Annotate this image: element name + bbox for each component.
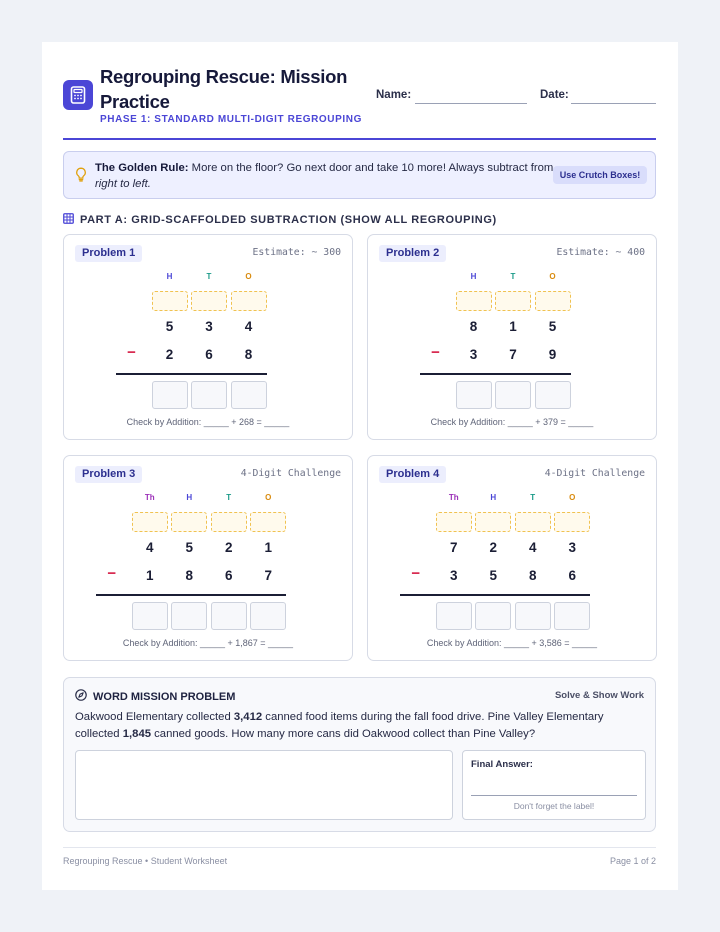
minus-sign: − (411, 565, 421, 582)
top-digit: 1 (264, 540, 272, 555)
subtraction-bar (116, 373, 267, 375)
use-crutch-boxes-button[interactable]: Use Crutch Boxes! (553, 166, 647, 184)
problem-card (63, 455, 353, 661)
top-digit: 4 (528, 540, 537, 555)
check-by-addition: Check by Addition: _____ + 1,867 = _____ (122, 638, 294, 648)
answer-box[interactable] (436, 602, 472, 630)
part-a-title: PART A: GRID-SCAFFOLDED SUBTRACTION (SHOW ALL REGROUPING) (80, 214, 497, 226)
page-title: Regrouping Rescue: Mission Practice (100, 66, 348, 112)
final-answer-box (462, 750, 646, 820)
problem-label: Problem 1 (75, 245, 142, 262)
final-answer-hint: Don't forget the label! (513, 801, 595, 811)
word-number-oakwood: 3,412 (233, 711, 263, 723)
crutch-box[interactable] (535, 291, 571, 311)
golden-rule-callout (63, 151, 656, 199)
date-field[interactable] (571, 103, 656, 104)
problem-note: 4-Digit Challenge (240, 468, 341, 479)
problem-label: Problem 3 (75, 466, 142, 483)
bottom-digit: 7 (509, 347, 517, 362)
lightbulb-icon (75, 167, 87, 187)
answer-box[interactable] (475, 602, 511, 630)
place-header: Th (144, 493, 155, 502)
answer-box[interactable] (132, 602, 168, 630)
word-problem-text (75, 709, 645, 743)
bottom-digit: 6 (224, 568, 233, 583)
problem-label: Problem 4 (379, 466, 446, 483)
word-problem-title: WORD MISSION PROBLEM (93, 690, 236, 703)
crutch-box[interactable] (191, 291, 227, 311)
word-text-part: canned goods. How many more cans did Oakwood collect than Pine Valley? (151, 728, 536, 740)
answer-box[interactable] (211, 602, 247, 630)
answer-box[interactable] (191, 381, 227, 409)
bottom-digit: 8 (528, 568, 537, 583)
footer-divider (63, 847, 656, 848)
bottom-digit: 2 (165, 347, 174, 362)
bottom-digit: 7 (264, 568, 272, 583)
top-digit: 7 (449, 540, 458, 555)
subtraction-bar (420, 373, 571, 375)
word-number-pine-valley: 1,845 (122, 728, 152, 740)
golden-rule-text (95, 160, 555, 192)
date-label: Date: (540, 89, 569, 101)
final-answer-label: Final Answer: (471, 759, 533, 770)
top-digit: 3 (568, 540, 576, 555)
place-header: Th (448, 493, 459, 502)
place-header: O (549, 272, 556, 281)
place-header: H (186, 493, 193, 502)
subtraction-bar (96, 594, 287, 596)
bottom-digit: 6 (568, 568, 576, 583)
bottom-digit: 5 (489, 568, 497, 583)
subtraction-bar (400, 594, 591, 596)
top-digit: 3 (205, 319, 213, 334)
place-header: O (245, 272, 252, 281)
minus-sign: − (127, 344, 136, 361)
page-subtitle: PHASE 1: STANDARD MULTI-DIGIT REGROUPING (100, 114, 362, 125)
problem-note: 4-Digit Challenge (544, 468, 645, 479)
bottom-digit: 9 (548, 347, 557, 362)
answer-box[interactable] (171, 602, 207, 630)
problem-label: Problem 2 (379, 245, 446, 262)
minus-sign: − (107, 565, 117, 582)
bottom-digit: 3 (449, 568, 458, 583)
grid-icon (63, 213, 80, 227)
crutch-box[interactable] (475, 512, 511, 532)
bottom-digit: 1 (145, 568, 154, 583)
top-digit: 1 (509, 319, 517, 334)
top-digit: 5 (185, 540, 193, 555)
top-digit: 4 (244, 319, 253, 334)
golden-rule-label: The Golden Rule: (95, 162, 189, 174)
bottom-digit: 6 (205, 347, 213, 362)
top-digit: 5 (548, 319, 557, 334)
calculator-icon (63, 80, 93, 110)
part-a-heading (63, 213, 497, 227)
final-answer-field[interactable] (471, 795, 637, 796)
crutch-box[interactable] (515, 512, 551, 532)
answer-box[interactable] (250, 602, 286, 630)
name-label: Name: (376, 89, 412, 101)
place-header: H (166, 272, 173, 281)
check-by-addition: Check by Addition: _____ + 379 = _____ (430, 417, 594, 427)
place-header: T (226, 493, 232, 502)
compass-icon (75, 689, 93, 704)
worksheet-page (42, 42, 678, 890)
answer-box[interactable] (515, 602, 551, 630)
top-digit: 4 (145, 540, 154, 555)
crutch-box[interactable] (250, 512, 286, 532)
crutch-box[interactable] (152, 291, 188, 311)
name-field[interactable] (415, 103, 527, 104)
answer-box[interactable] (554, 602, 590, 630)
top-digit: 8 (469, 319, 478, 334)
check-by-addition: Check by Addition: _____ + 268 = _____ (126, 417, 290, 427)
word-problem-tag: Solve & Show Work (554, 690, 644, 701)
answer-box[interactable] (495, 381, 531, 409)
place-header: O (569, 493, 576, 502)
word-problem-card (63, 677, 656, 832)
footer-left: Regrouping Rescue • Student Worksheet (63, 856, 228, 866)
problem-card (63, 234, 353, 440)
minus-sign: − (431, 344, 440, 361)
crutch-box[interactable] (171, 512, 207, 532)
bottom-digit: 8 (185, 568, 193, 583)
problem-card (367, 234, 657, 440)
bottom-digit: 8 (244, 347, 253, 362)
problem-note: Estimate: ~ 300 (252, 247, 341, 258)
problem-note: Estimate: ~ 400 (556, 247, 645, 258)
golden-rule-body: More on the floor? Go next door and take 10 more! Always subtract from (188, 162, 554, 174)
word-problem-heading (75, 689, 235, 704)
answer-box[interactable] (231, 381, 267, 409)
footer-page-number: Page 1 of 2 (609, 856, 656, 866)
place-header: H (490, 493, 497, 502)
crutch-box[interactable] (456, 291, 492, 311)
crutch-box[interactable] (132, 512, 168, 532)
header-divider (63, 138, 656, 140)
top-digit: 2 (489, 540, 497, 555)
place-header: O (265, 493, 272, 502)
golden-rule-emphasis: right to left. (95, 178, 151, 190)
answer-box[interactable] (535, 381, 571, 409)
top-digit: 5 (165, 319, 174, 334)
place-header: T (530, 493, 536, 502)
place-header: T (510, 272, 516, 281)
place-header: H (470, 272, 477, 281)
crutch-box[interactable] (436, 512, 472, 532)
check-by-addition: Check by Addition: _____ + 3,586 = _____ (426, 638, 598, 648)
word-text-part: Oakwood Elementary collected (75, 711, 234, 723)
place-header: T (206, 272, 212, 281)
bottom-digit: 3 (469, 347, 478, 362)
crutch-box[interactable] (554, 512, 590, 532)
crutch-box[interactable] (231, 291, 267, 311)
crutch-box[interactable] (495, 291, 531, 311)
answer-box[interactable] (152, 381, 188, 409)
answer-box[interactable] (456, 381, 492, 409)
crutch-box[interactable] (211, 512, 247, 532)
problem-card (367, 455, 657, 661)
word-text-part: canned food items during the fall food drive. Pine Valley Elementary collected (75, 711, 604, 740)
work-area-box[interactable] (75, 750, 453, 820)
top-digit: 2 (224, 540, 233, 555)
